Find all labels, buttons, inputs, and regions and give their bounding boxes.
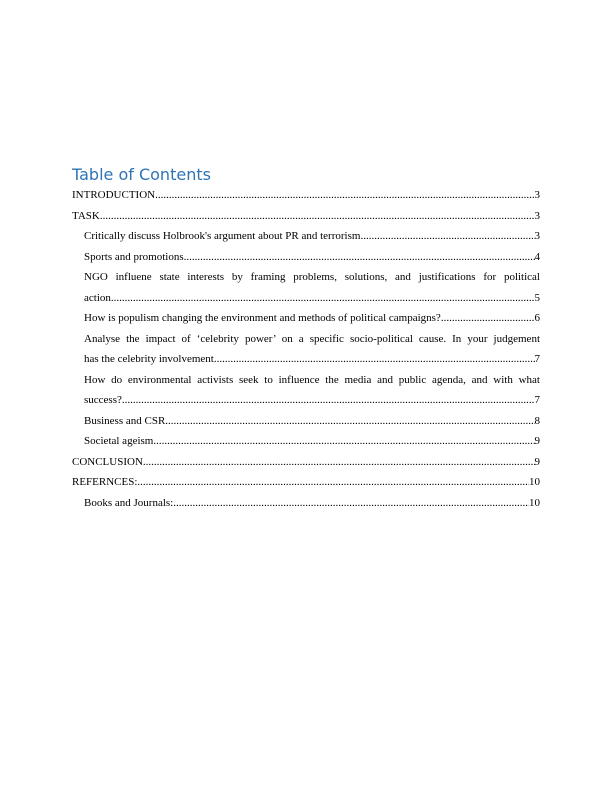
toc-entry-books-journals[interactable] xyxy=(72,493,540,514)
dot-leader xyxy=(137,472,529,493)
toc-entry-ngo[interactable] xyxy=(72,267,540,308)
toc-entry-populism[interactable] xyxy=(72,308,540,329)
toc-entry-conclusion[interactable] xyxy=(72,452,540,473)
toc-title: Table of Contents xyxy=(72,165,211,184)
toc-entry-ageism[interactable] xyxy=(72,431,540,452)
toc-entry-holbrook[interactable] xyxy=(72,226,540,247)
toc-page-number: 9 xyxy=(534,435,540,447)
dot-leader xyxy=(441,308,535,329)
dot-leader xyxy=(143,452,535,473)
toc-entry-text: Sports and promotions xyxy=(84,250,184,263)
dot-leader xyxy=(184,247,535,268)
dot-leader xyxy=(111,288,535,309)
dot-leader xyxy=(360,226,534,247)
toc-page-number: 3 xyxy=(534,230,540,242)
toc-page-number: 9 xyxy=(534,455,540,468)
toc-entry-introduction[interactable] xyxy=(72,185,540,206)
toc-page-number: 6 xyxy=(534,312,540,324)
toc-entry-celebrity[interactable] xyxy=(72,329,540,370)
toc-entry-task[interactable] xyxy=(72,206,540,227)
table-of-contents xyxy=(72,164,540,513)
toc-entry-text: REFERNCES: xyxy=(72,476,138,488)
toc-entry-text: How is populism changing the environment and methods of political campaigns? xyxy=(84,312,441,324)
toc-entry-text: TASK xyxy=(72,209,100,222)
toc-entry-business-csr[interactable] xyxy=(72,411,540,432)
toc-entry-text: has the celebrity involvement xyxy=(84,353,214,365)
toc-entry-text: success? xyxy=(84,394,122,406)
toc-entry-text: Societal ageism xyxy=(84,435,154,447)
toc-page-number: 10 xyxy=(529,476,540,488)
dot-leader xyxy=(173,493,529,514)
toc-entry-text: Business and CSR xyxy=(84,414,166,427)
toc-page-number: 3 xyxy=(534,209,540,222)
toc-entry-text: CONCLUSION xyxy=(72,455,143,468)
toc-page-number: 10 xyxy=(529,496,540,509)
toc-entry-environmental[interactable] xyxy=(72,370,540,411)
toc-entry-references[interactable] xyxy=(72,472,540,493)
toc-entry-text-line1: Analyse the impact of ‘celebrity power’ on a specific socio-political cause. In your judgement xyxy=(84,332,540,345)
toc-page-number: 4 xyxy=(534,250,540,263)
toc-page-number: 5 xyxy=(534,291,540,304)
toc-entry-text-line1: NGO influene state interests by framing problems, solutions, and justifications for political xyxy=(84,271,540,283)
toc-page-number: 7 xyxy=(534,394,540,406)
toc-entry-text-line1: How do environmental activists seek to influence the media and public agenda, and with what xyxy=(84,373,540,386)
dot-leader xyxy=(165,411,534,432)
toc-entry-text: INTRODUCTION xyxy=(72,189,156,201)
toc-page-number: 7 xyxy=(534,353,540,365)
toc-entry-text: Critically discuss Holbrook's argument about PR and terrorism xyxy=(84,230,361,242)
toc-entry-sports[interactable] xyxy=(72,247,540,268)
dot-leader xyxy=(155,185,534,206)
toc-entry-text: action xyxy=(84,291,111,304)
dot-leader xyxy=(153,431,534,452)
toc-page-number: 8 xyxy=(534,414,540,427)
toc-page-number: 3 xyxy=(534,189,540,201)
dot-leader xyxy=(214,349,535,370)
toc-entry-text: Books and Journals: xyxy=(84,496,174,509)
dot-leader xyxy=(122,390,535,411)
dot-leader xyxy=(100,206,535,227)
